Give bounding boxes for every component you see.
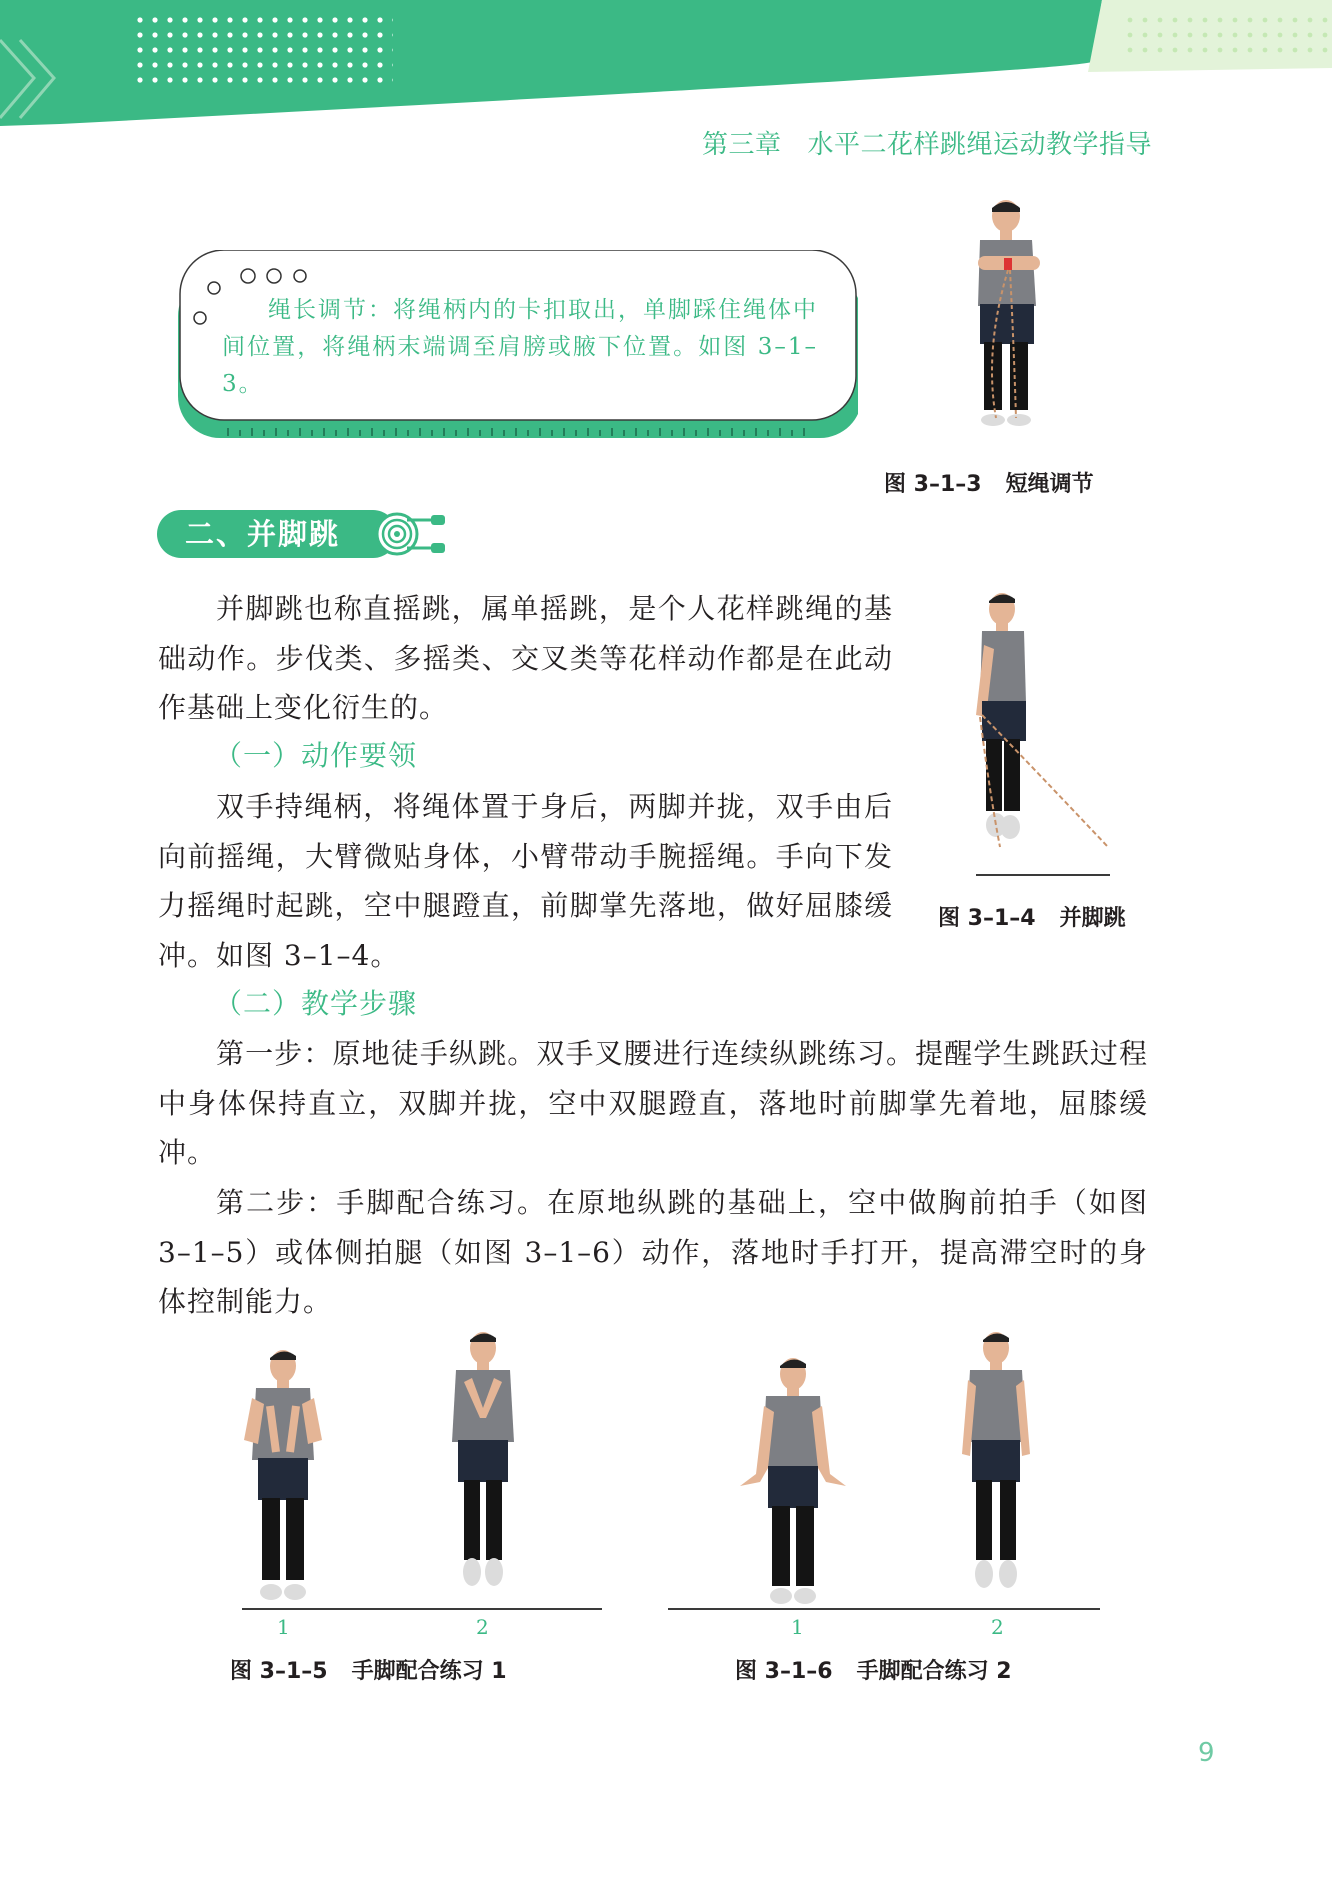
figure-3-1-3-caption — [884, 467, 1094, 498]
key-points-text: 双手持绳柄，将绳体置于身后，两脚并拢，双手由后向前摇绳，大臂微贴身体，小臂带动手腕摇绳。手向下发力摇绳时起跳，空中腿蹬直，前脚掌先落地，做好屈膝缓冲。如图 3–1–4。 — [158, 790, 893, 972]
figure-3-1-4-photo — [960, 585, 1120, 880]
figure-3-1-5-caption — [230, 1654, 507, 1685]
figure-3-1-6-person-1 — [738, 1356, 848, 1608]
figure-title: 并脚跳 — [1059, 906, 1126, 931]
figure-3-1-3-photo — [944, 200, 1074, 450]
step-two-text: 第二步：手脚配合练习。在原地纵跳的基础上，空中做胸前拍手（如图 3–1–5）或体侧拍腿（如图 3–1–6）动作，落地时手打开，提高滞空时的身体控制能力。 — [158, 1186, 1148, 1318]
figure-3-1-6-person-2 — [956, 1330, 1036, 1592]
subheading-teaching-steps: （二）教学步骤 — [214, 987, 418, 1020]
header-band — [0, 0, 1332, 130]
tip-text: 绳长调节：将绳柄内的卡扣取出，单脚踩住绳体中间位置，将绳柄末端调至肩膀或腋下位置。如图 3–1–3。 — [222, 297, 818, 397]
step-one-text: 第一步：原地徒手纵跳。双手叉腰进行连续纵跳练习。提醒学生跳跃过程中身体保持直立，双脚并拢，空中双腿蹬直，落地时前脚掌先着地，屈膝缓冲。 — [158, 1037, 1148, 1169]
figure-number: 图 3–1–3 — [884, 472, 982, 497]
section-title: 二、并脚跳 — [157, 510, 397, 558]
figure-3-1-4-caption — [938, 901, 1126, 932]
section-intro: 并脚跳也称直摇跳，属单摇跳，是个人花样跳绳的基础动作。步伐类、多摇类、交叉类等花样动作都是在此动作基础上变化衍生的。 — [158, 592, 893, 724]
figure-title: 手脚配合练习 1 — [351, 1659, 507, 1684]
page-number: 9 — [1198, 1738, 1215, 1768]
section-heading — [157, 510, 447, 558]
figure-number: 图 3–1–6 — [735, 1659, 833, 1684]
running-head — [702, 124, 1152, 161]
figure-3-1-5-person-1 — [240, 1348, 326, 1606]
figure-3-1-6-label-2: 2 — [991, 1615, 1004, 1639]
figure-3-1-6-label-1: 1 — [791, 1615, 804, 1639]
chapter-label: 第三章 — [701, 130, 782, 160]
jump-rope-icon — [375, 512, 445, 556]
figure-title: 手脚配合练习 2 — [856, 1659, 1012, 1684]
figure-3-1-6-caption — [735, 1654, 1012, 1685]
figure-3-1-5-person-2 — [440, 1330, 526, 1590]
chapter-title: 水平二花样跳绳运动教学指导 — [807, 130, 1152, 160]
figure-number: 图 3–1–5 — [230, 1659, 328, 1684]
subheading-key-points: （一）动作要领 — [214, 739, 418, 772]
figure-number: 图 3–1–4 — [938, 906, 1036, 931]
tip-box — [178, 250, 858, 440]
figure-3-1-5-baseline — [242, 1608, 602, 1610]
figure-3-1-5-label-2: 2 — [476, 1615, 489, 1639]
figure-3-1-6-baseline — [668, 1608, 1100, 1610]
figure-title: 短绳调节 — [1005, 472, 1094, 497]
figure-3-1-5-label-1: 1 — [277, 1615, 290, 1639]
